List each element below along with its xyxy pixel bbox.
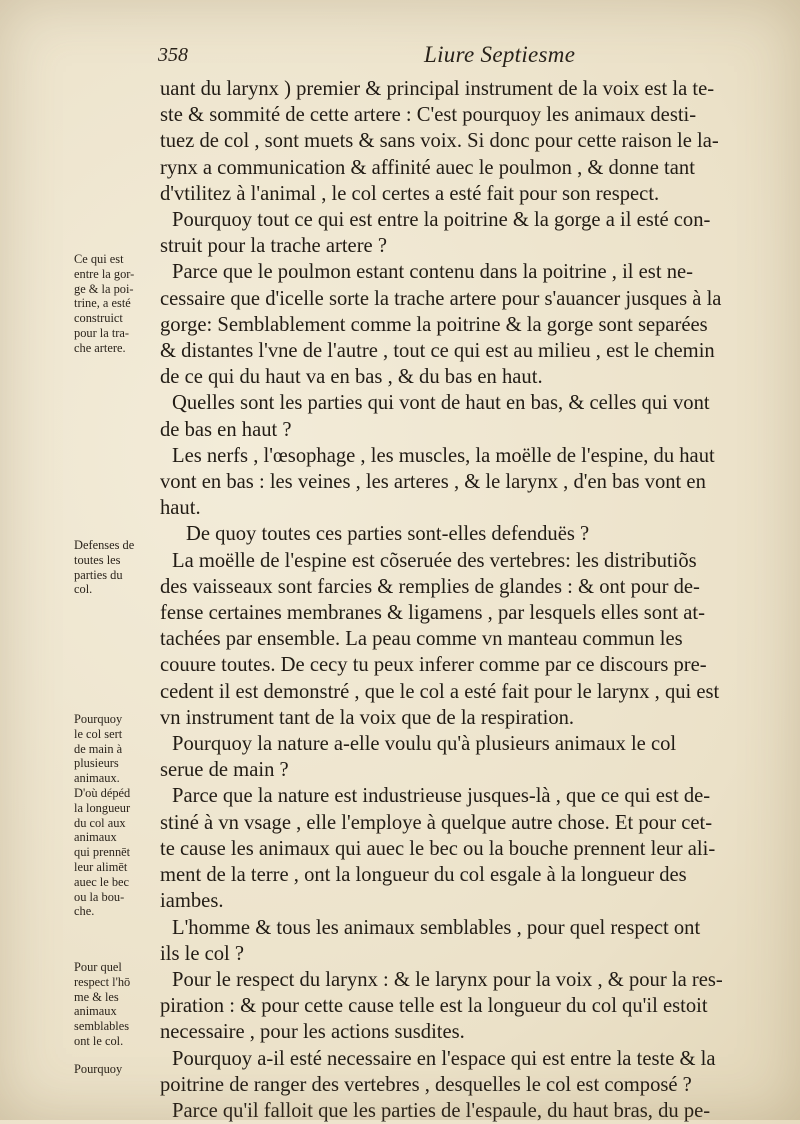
- body-line: ste & sommité de cette artere : C'est pourquoy les animaux desti-: [160, 104, 697, 127]
- margin-note-line: leur alimēt: [74, 859, 128, 874]
- body-line: necessaire , pour les actions susdites.: [160, 1021, 465, 1044]
- margin-note-line: me & les: [74, 989, 119, 1004]
- question-line: poitrine de ranger des vertebres , desquelles le col est composé ?: [160, 1073, 692, 1096]
- body-line: couure toutes. De cecy tu peux inferer comme par ce discours pre-: [160, 654, 707, 677]
- margin-note-line: ge & la poi-: [74, 281, 134, 296]
- body-line: & distantes l'vne de l'autre , tout ce qui est au milieu , est le chemin: [160, 340, 715, 363]
- question-line: Quelles sont les parties qui vont de haut en bas, & celles qui vont: [172, 392, 710, 415]
- body-line: iambes.: [160, 890, 224, 913]
- body-line: Parce que le poulmon estant contenu dans la poitrine , il est ne-: [172, 261, 693, 284]
- body-text: [160, 76, 782, 1124]
- body-line: vont en bas : les veines , les arteres , & le larynx , d'en bas vont en: [160, 471, 706, 494]
- question-line: De quoy toutes ces parties sont-elles defenduës ?: [186, 523, 590, 546]
- margin-note-line: che artere.: [74, 340, 126, 355]
- body-line: Parce que la nature est industrieuse jusques-là , que ce qui est de-: [172, 785, 711, 808]
- margin-note-line: plusieurs: [74, 756, 119, 771]
- body-line: des vaisseaux sont farcies & remplies de glandes : & ont pour de-: [160, 575, 700, 598]
- margin-note-line: Pourquoy: [74, 1062, 123, 1076]
- margin-note-line: Pourquoy: [74, 712, 123, 726]
- margin-note-line: animaux.: [74, 771, 120, 786]
- question-line: serue de main ?: [160, 759, 289, 782]
- question-line: Pourquoy la nature a-elle voulu qu'à plusieurs animaux le col: [172, 733, 677, 756]
- margin-note-line: construict: [74, 311, 123, 326]
- margin-note-line: le col sert: [74, 726, 123, 741]
- margin-note-trachea: [74, 252, 158, 356]
- body-line: ment de la terre , ont la longueur du col esgale à la longueur des: [160, 864, 687, 887]
- margin-note-line: animaux: [74, 1004, 117, 1019]
- margin-note-defenses: [74, 538, 158, 597]
- body-line: tuez de col , sont muets & sans voix. Si donc pour cette raison le la-: [160, 130, 719, 153]
- body-line: tachées par ensemble. La peau comme vn manteau commun les: [160, 628, 683, 651]
- body-line: piration : & pour cette cause telle est la longueur du col qu'il estoit: [160, 995, 708, 1018]
- question-line: ils le col ?: [160, 942, 245, 965]
- margin-note-line: du col aux: [74, 815, 126, 830]
- margin-note-line: Pour quel: [74, 960, 122, 974]
- running-title: Liure Septiesme: [424, 42, 576, 67]
- margin-note-line: parties du: [74, 567, 123, 582]
- body-line: d'vtilitez à l'animal , le col certes a esté fait pour son respect.: [160, 182, 660, 205]
- body-line: fense certaines membranes & ligamens , par lesquels elles sont at-: [160, 602, 705, 625]
- margin-note-line: D'où dépéd: [74, 786, 131, 800]
- margin-note-line: pour la tra-: [74, 325, 130, 340]
- body-line: cedent il est demonstré , que le col a esté fait pour le larynx , qui est: [160, 680, 720, 703]
- question-line: L'homme & tous les animaux semblables , pour quel respect ont: [172, 916, 701, 939]
- body-line: Parce qu'il falloit que les parties de l'espaule, du haut bras, du pe-: [172, 1099, 711, 1122]
- margin-note-line: semblables: [74, 1019, 130, 1034]
- question-line: Pourquoy a-il esté necessaire en l'espace qui est entre la teste & la: [172, 1047, 716, 1070]
- body-line: cessaire que d'icelle sorte la trache artere pour s'auancer jusques à la: [160, 287, 722, 310]
- body-line: vn instrument tant de la voix que de la respiration.: [160, 706, 575, 729]
- margin-note-line: trine, a esté: [74, 296, 131, 311]
- margin-note-neck-as-hand: [74, 712, 158, 786]
- margin-note-line: la longueur: [74, 800, 131, 815]
- margin-note-line: ont le col.: [74, 1033, 124, 1048]
- margin-note-line: ou la bou-: [74, 889, 125, 904]
- body-line: te cause les animaux qui auec le bec ou la bouche prennent leur ali-: [160, 837, 716, 860]
- body-line: Les nerfs , l'œsophage , les muscles, la moëlle de l'espine, du haut: [172, 444, 715, 467]
- margin-note-line: entre la gor-: [74, 266, 135, 281]
- margin-note-line: Ce qui est: [74, 252, 124, 266]
- page-number: 358: [158, 44, 188, 66]
- question-line: de bas en haut ?: [160, 418, 292, 441]
- margin-note-line: toutes les: [74, 552, 121, 567]
- body-line: uant du larynx ) premier & principal instrument de la voix est la te-: [160, 78, 715, 100]
- body-line: stiné à vn vsage , elle l'employe à quelque autre chose. Et pour cet-: [160, 811, 713, 834]
- body-line: rynx a communication & affinité auec le poulmon , & donne tant: [160, 156, 695, 179]
- margin-note-line: de main à: [74, 741, 123, 756]
- margin-note-neck-length: [74, 786, 158, 919]
- margin-note-line: auec le bec: [74, 874, 130, 889]
- margin-note-line: Defenses de: [74, 538, 135, 552]
- margin-note-line: col.: [74, 582, 93, 597]
- margin-note-pourquoy: [74, 1062, 158, 1077]
- margin-note-man-neck: [74, 960, 158, 1049]
- margin-note-line: respect l'hō: [74, 974, 131, 989]
- body-line: haut.: [160, 497, 201, 520]
- body-line: La moëlle de l'espine est cõseruée des vertebres: les distributiõs: [172, 549, 697, 572]
- margin-note-line: animaux: [74, 830, 117, 845]
- body-line: de ce qui du haut va en bas , & du bas en haut.: [160, 366, 543, 389]
- body-line: gorge: Semblablement comme la poitrine & la gorge sont separées: [160, 313, 708, 336]
- question-line: struit pour la trache artere ?: [160, 235, 387, 258]
- margin-note-line: che.: [74, 904, 95, 919]
- margin-note-line: qui prennēt: [74, 845, 131, 860]
- body-line: Pour le respect du larynx : & le larynx pour la voix , & pour la res-: [172, 968, 723, 991]
- question-line: Pourquoy tout ce qui est entre la poitrine & la gorge a il esté con-: [172, 209, 711, 232]
